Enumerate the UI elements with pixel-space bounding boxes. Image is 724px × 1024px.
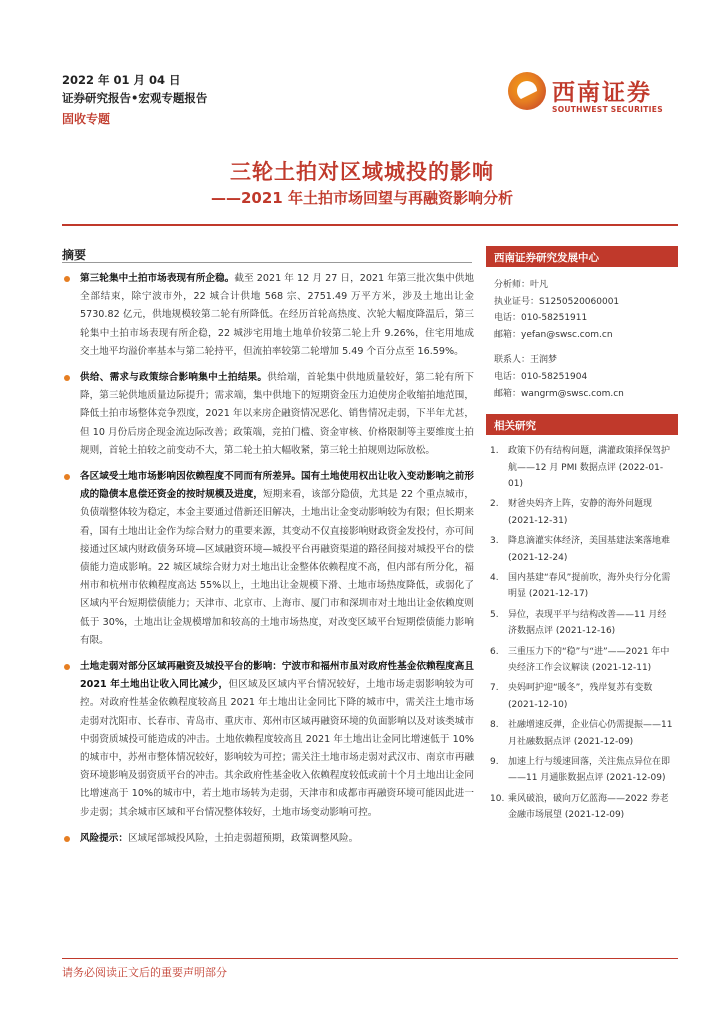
- abstract-paragraph: [62, 468, 474, 650]
- abstract-divider: [62, 262, 472, 263]
- paragraph-body: 截至 2021 年 12 月 27 日，2021 年第三批次集中供地全部结束，除宁波市外，22 城合计供地 568 宗、2751.49 万平方米，涉及土地出让金 5730.82 亿元，供地规模较第二轮有所降低。在经历首轮高热度、次轮大幅度降温后，第三轮集中土拍市场表现有所企稳，22 城涉宅用地土地单价较第二轮上升 9.26%，住宅用地成交土地平均溢价率基本与第二轮持平，但流拍率较第二轮增加 5.49 个百分点至 16.59%。: [80, 273, 475, 357]
- abstract-paragraph: [62, 830, 474, 848]
- paragraph-body: 但区域及区域内平台情况较好，土地市场走弱影响较为可控。对政府性基金依赖程度较高且 2021 年土地出让金同比下降的城市中，需关注土地市场走弱对沈阳市、长春市、青岛市、重庆市、郑州市区域再融资环境的负面影响以及对该类城市中弱资质城投可能造成的冲击。土地依赖程度较高且 2021 年土地出让金同比增速低于 10%的城市中，苏州市整体情况较好，影响较为可控；需关注土地市场走弱对武汉市、南京市再融资环境影响及弱资质平台的冲击。其余政府性基金收入依赖程度较低或前十个月土地出让金同比增速高于 10%的城市中，若土地市场转为走弱，天津市和成都市再融资环境可能因此进一步走弱；其余城市区域和平台情况整体较好，土地市场变动影响可控。: [80, 679, 474, 818]
- related-item[interactable]: [490, 533, 674, 566]
- related-item[interactable]: [490, 443, 674, 492]
- analyst-email-link[interactable]: 邮箱：yefan@swsc.com.cn: [494, 329, 613, 340]
- abstract-paragraph: [62, 369, 474, 460]
- related-item-number: 6.: [490, 646, 499, 657]
- related-item[interactable]: [490, 791, 674, 824]
- bullet-icon: [64, 375, 70, 381]
- paragraph-body: 区域尾部城投风险，土拍走弱超预期，政策调整风险。: [127, 832, 359, 844]
- bullet-icon: [64, 276, 70, 282]
- related-item-text: 三重压力下的“稳”与“进”——2021 年中央经济工作会议解读 (2021-12-11): [508, 646, 670, 674]
- related-item-number: 10.: [490, 793, 505, 804]
- abstract-heading: 摘要: [62, 248, 87, 262]
- logo-name-en: SOUTHWEST SECURITIES: [552, 105, 663, 114]
- related-item-text: 降息滴灌实体经济，美国基建法案落地难 (2021-12-24): [508, 536, 671, 563]
- company-logo: [508, 72, 678, 124]
- title-divider: [62, 224, 678, 226]
- related-item-text: 央妈呵护迎“暖冬”，残岸复苏有变数 (2021-12-10): [508, 683, 653, 710]
- contact-name: 联系人：王润梦: [494, 355, 558, 366]
- paragraph-lead: 第三轮集中土拍市场表现有所企稳。: [80, 273, 235, 284]
- related-item-number: 2.: [490, 499, 499, 510]
- abstract-paragraph: [62, 658, 474, 822]
- paragraph-lead: 供给、需求与政策综合影响集中土拍结果。: [80, 372, 268, 384]
- analyst-license: 执业证号：S1250520060001: [494, 296, 620, 307]
- sidebar: [486, 246, 678, 828]
- related-item-number: 8.: [490, 720, 499, 731]
- contact-phone: 电话：010-58251904: [494, 371, 588, 382]
- related-item[interactable]: [490, 570, 674, 603]
- related-list: [486, 435, 678, 824]
- related-item-text: 社融增速反弹，企业信心仍需提振——11 月社融数据点评 (2021-12-09): [508, 720, 673, 747]
- abstract-paragraph: [62, 270, 474, 361]
- paragraph-body: 短期来看，该部分隐债，尤其是 22 个重点城市，负债端整体较为稳定，本金主要通过借新还旧解决，土地出让金变动影响较为有限；但长期来看，国有土地出让金作为综合财力的重要来源，其变动不仅直接影响财政资金发投付，亦可间接通过区域内财政债务环境—区域融资环境—城投平台再融资渠道的路径间接对城投平台的偿债能力造成影响。22 城区域综合财力对土地出让金整体依赖程度不高，但内部有所分化，福州市和杭州市依赖程度高达 55%以上，土地出让金规模下滑、土地市场热度降低，或弱化了区域内平台短期偿债能力；天津市、北京市、上海市、厦门市和深圳市对土地出让金依赖度则低于 30%，土地出让金规模增加和较高的土地市场热度，对改变区域平台短期偿债能力影响有限。: [80, 489, 475, 646]
- bullet-icon: [64, 474, 70, 480]
- logo-mark-icon: [508, 72, 546, 110]
- related-item-number: 7.: [490, 683, 499, 694]
- related-heading: 相关研究: [486, 414, 678, 435]
- related-item-text: 政策下仍有结构问题，满灌政策择保驾护航——12 月 PMI 数据点评 (2022-01-01): [508, 446, 671, 489]
- report-type: 证券研究报告•宏观专题报告: [62, 91, 208, 105]
- report-topic: 固收专题: [62, 112, 111, 126]
- footer-divider: [62, 958, 678, 959]
- page-subtitle: ——2021 年土拍市场回望与再融资影响分析: [211, 189, 513, 207]
- related-item[interactable]: [490, 680, 674, 713]
- dept-heading: 西南证券研究发展中心: [486, 246, 678, 267]
- contact-email-link[interactable]: 邮箱：wangrm@swsc.com.cn: [494, 388, 624, 399]
- logo-name-cn: 西南证券: [552, 79, 652, 106]
- analyst-phone: 电话：010-58251911: [494, 313, 588, 324]
- paragraph-lead: 风险提示：: [80, 832, 128, 844]
- bullet-icon: [64, 836, 70, 842]
- paragraph-body: 供给端，首轮集中供地质量较好，第二轮有所下降，第三轮供地质量边际提升；需求端，集中供地下的短期资金压力迫使房企收缩拍地范围，降低土拍市场整体竞争烈度，2021 年以来房企融资情况恶化、销售情况走弱，下半年尤甚，但 10 月份后房企现金流边际改善；政策端，竞拍门槛、资金审核、价格限制等主要维度土拍规则，首轮土拍较之前变动不大，第二轮土拍大幅收紧，第三轮土拍规则边际放松。: [80, 372, 475, 456]
- related-item-number: 5.: [490, 609, 499, 620]
- footer-disclaimer: 请务必阅读正文后的重要声明部分: [62, 966, 227, 979]
- related-item-number: 1.: [490, 446, 499, 457]
- analyst-info: [486, 267, 678, 402]
- abstract-body: [62, 270, 474, 856]
- related-item[interactable]: [490, 496, 674, 529]
- paragraph-lead: 各区域受土地市场影响因依赖程度不同而有所差异。国有土地使用权出让收入变动影响之前形成的隐债本息偿还资金的按时规模及进度，: [80, 471, 474, 501]
- related-item-text: 异位，表现平平与结构改善——11 月经济数据点评 (2021-12-16): [508, 609, 667, 637]
- related-item-text: 国内基建“春风”提前吹，海外央行分化需明显 (2021-12-17): [508, 573, 671, 600]
- page-title: 三轮土拍对区域城投的影响: [230, 160, 494, 184]
- related-item-text: 财爸央妈齐上阵，安静的海外问题现 (2021-12-31): [508, 499, 653, 526]
- related-item[interactable]: [490, 607, 674, 640]
- related-item-number: 9.: [490, 757, 499, 768]
- paragraph-lead: 土地走弱对部分区域再融资及城投平台的影响：宁波市和福州市虽对政府性基金依赖程度高且 2021 年土地出让收入同比减少，: [80, 661, 474, 691]
- related-item-number: 4.: [490, 573, 499, 583]
- report-date: 2022 年 01 月 04 日: [62, 73, 181, 87]
- related-item[interactable]: [490, 644, 674, 677]
- bullet-icon: [64, 664, 70, 670]
- related-item-number: 3.: [490, 536, 499, 547]
- related-item-text: 加速上行与缓速回落，关注焦点异位在即——11 月通胀数据点评 (2021-12-09): [508, 757, 671, 784]
- related-item[interactable]: [490, 754, 674, 787]
- analyst-name: 分析师：叶凡: [494, 280, 549, 290]
- related-item[interactable]: [490, 717, 674, 750]
- related-item-text: 乘风破浪，破向万亿蓝海——2022 券老金融市场展望 (2021-12-09): [508, 793, 669, 821]
